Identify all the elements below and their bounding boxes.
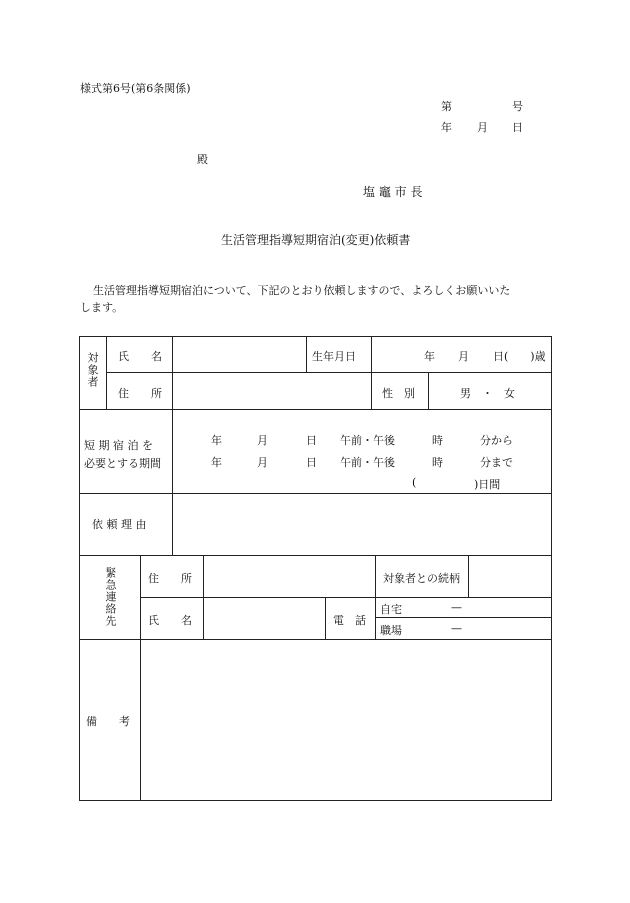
period-days-open: (	[412, 476, 417, 489]
issuer: 塩 竈 市 長	[363, 185, 423, 199]
period-to-year: 年	[211, 456, 222, 469]
period-to-ampm: 午前・午後	[340, 456, 395, 469]
emergency-name-label: 氏 名	[148, 614, 192, 627]
period-label-line1: 短 期 宿 泊 を	[84, 439, 153, 452]
period-from-hour: 時	[432, 434, 443, 447]
date-year: 年	[441, 121, 452, 134]
subject-birth-label: 生年月日	[312, 350, 356, 363]
date-month: 月	[477, 121, 488, 134]
intro-line-1: 生活管理指導短期宿泊について、下記のとおり依頼しますので、よろしくお願いいた	[93, 284, 511, 297]
period-from-month: 月	[257, 434, 268, 447]
emergency-phone-label: 電 話	[333, 614, 366, 627]
emergency-relation-label: 対象者との続柄	[383, 572, 460, 585]
period-days-close: )日間	[474, 478, 501, 491]
period-to-month: 月	[257, 456, 268, 469]
period-to-hour: 時	[432, 456, 443, 469]
emergency-address-label: 住 所	[148, 572, 192, 585]
doc-number-dai: 第	[441, 100, 452, 113]
date-day: 日	[512, 121, 523, 134]
emergency-home-dash: —	[451, 601, 462, 614]
subject-name-label: 氏 名	[118, 350, 162, 363]
intro-line-2: します。	[80, 301, 124, 314]
reason-label: 依 頼 理 由	[92, 518, 147, 531]
period-from-minute: 分から	[480, 434, 513, 447]
document-title: 生活管理指導短期宿泊(変更)依頼書	[221, 233, 411, 247]
period-to-minute: 分まで	[480, 456, 513, 469]
birth-day-age: 日( )歳	[493, 350, 546, 363]
form-number: 様式第6号(第6条関係)	[80, 82, 191, 95]
doc-number-go: 号	[512, 100, 523, 113]
birth-month: 月	[458, 350, 469, 363]
subject-group-label: 対象者	[86, 352, 99, 388]
period-label-line2: 必要とする期間	[84, 457, 161, 470]
emergency-work-dash: —	[451, 622, 462, 635]
emergency-home-label: 自宅	[380, 603, 402, 616]
remarks-label: 備 考	[86, 715, 130, 728]
period-from-day: 日	[306, 434, 317, 447]
period-from-ampm: 午前・午後	[340, 434, 395, 447]
period-from-year: 年	[211, 434, 222, 447]
birth-year: 年	[424, 350, 435, 363]
emergency-work-label: 職場	[380, 624, 402, 637]
addressee-dono: 殿	[197, 153, 208, 166]
period-to-day: 日	[306, 456, 317, 469]
subject-address-label: 住 所	[118, 387, 162, 400]
emergency-group-label: 緊急連絡先	[104, 567, 117, 627]
subject-sex-options: 男 ・ 女	[460, 387, 515, 400]
subject-sex-label: 性 別	[382, 387, 415, 400]
